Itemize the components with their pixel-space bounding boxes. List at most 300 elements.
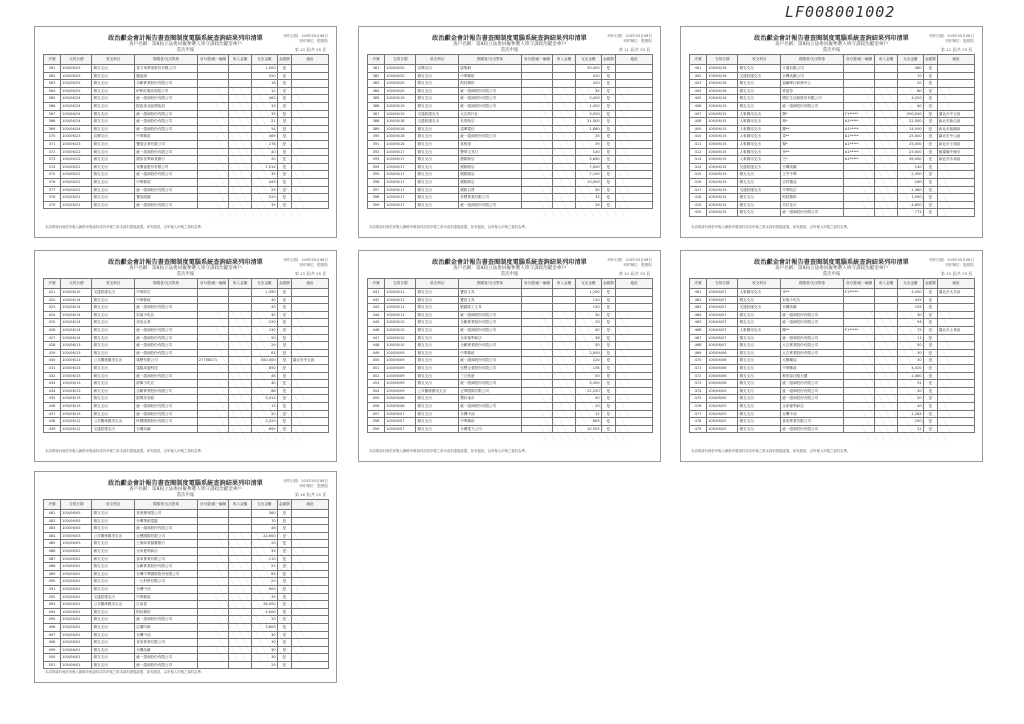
table-cell: 100/06/20 xyxy=(385,65,416,73)
table-cell xyxy=(521,304,552,312)
table-cell: 30 xyxy=(252,646,278,654)
table-cell: 368 xyxy=(44,118,61,126)
table-cell: 100/06/17 xyxy=(385,171,416,179)
table-cell xyxy=(291,661,328,669)
table-cell xyxy=(229,410,252,418)
table-cell xyxy=(197,547,228,555)
table-cell: 420 xyxy=(252,72,278,80)
table-cell: 統一超商股份有限公司 xyxy=(135,334,198,342)
table-cell: 統一超商股份有限公司 xyxy=(135,402,198,410)
table-cell: 29 xyxy=(252,661,278,669)
table-cell: 是 xyxy=(277,639,291,647)
table-cell: 50 xyxy=(252,334,278,342)
column-header: 支出金額 xyxy=(898,279,924,289)
table-cell: 100/06/05 xyxy=(61,517,92,525)
table-cell xyxy=(875,402,898,410)
table-cell: 是 xyxy=(601,334,615,342)
column-header: 序號 xyxy=(368,279,385,289)
table-cell: 統一超商股份有限公司 xyxy=(135,95,198,103)
table-cell xyxy=(553,65,576,73)
table-cell: 統一超商股份有限公司 xyxy=(781,311,844,319)
table-cell xyxy=(843,178,874,186)
table-cell: 100/06/01 xyxy=(61,639,92,647)
table-cell xyxy=(937,87,974,95)
table-row xyxy=(44,585,329,593)
print-info: 列印日期：103年05月08日 列印單位：監察院 xyxy=(283,258,328,267)
table-cell: 雜支支出 xyxy=(92,364,135,372)
table-cell: 是 xyxy=(601,65,615,73)
table-row xyxy=(368,311,653,319)
table-cell: 是 xyxy=(923,148,937,156)
table-cell: 100/06/11 xyxy=(385,289,416,297)
table-cell xyxy=(615,102,652,110)
table-cell: 是 xyxy=(601,95,615,103)
table-cell: 是 xyxy=(277,372,291,380)
report-subtitle: 查戶名稱：第8屆立法委員擬參選人周守訓政治獻金專戶 xyxy=(452,266,567,271)
table-cell: 100/06/13 xyxy=(61,349,92,357)
table-cell: 250 xyxy=(898,418,924,426)
table-cell: 490 xyxy=(44,578,61,586)
table-row xyxy=(690,418,975,426)
table-cell: 雜支支出 xyxy=(416,357,459,365)
table-cell xyxy=(553,349,576,357)
table-cell: 是 xyxy=(601,410,615,418)
table-cell: 100/06/14 xyxy=(61,296,92,304)
table-cell: 是 xyxy=(277,631,291,639)
table-cell: 雜支支出 xyxy=(92,194,135,202)
table-cell xyxy=(229,289,252,297)
print-info: 列印日期：103年05月08日 列印單位：監察院 xyxy=(607,258,652,267)
table-cell: 75 xyxy=(898,326,924,334)
table-cell xyxy=(937,395,974,403)
table-cell: 100/06/18 xyxy=(385,133,416,141)
table-row xyxy=(44,654,329,662)
table-cell: 楊* xyxy=(781,140,844,148)
table-row xyxy=(44,118,329,126)
table-cell: 雜支支出 xyxy=(92,110,135,118)
table-row xyxy=(44,95,329,103)
table-cell xyxy=(615,418,652,426)
table-row xyxy=(690,372,975,380)
table-cell: 100/06/15 xyxy=(707,171,738,179)
table-cell xyxy=(291,148,328,156)
table-cell: 466 xyxy=(690,326,707,334)
table-cell: 278 xyxy=(252,140,278,148)
table-cell: 是 xyxy=(277,623,291,631)
table-cell: 426 xyxy=(44,326,61,334)
table-cell xyxy=(937,425,974,433)
table-cell xyxy=(197,661,228,669)
column-header: 捐贈者/支出對象 xyxy=(135,279,198,289)
table-cell xyxy=(553,372,576,380)
table-cell: 財政部北區國稅局 xyxy=(135,102,198,110)
table-cell: 雜支支出 xyxy=(416,372,459,380)
table-cell: 是 xyxy=(277,186,291,194)
table-cell xyxy=(229,402,252,410)
table-cell: 30 xyxy=(898,349,924,357)
table-cell xyxy=(197,178,228,186)
table-cell: 節錦紙工文具 xyxy=(459,304,522,312)
table-cell: 雜支支出 xyxy=(92,311,135,319)
table-cell: 統一超商股份有限公司 xyxy=(781,102,844,110)
table-cell: 100/06/09 xyxy=(385,364,416,372)
table-row xyxy=(690,289,975,297)
table-cell xyxy=(843,425,874,433)
table-cell: 448 xyxy=(368,342,385,350)
table-cell: 2,460 xyxy=(898,372,924,380)
table-cell: 雜支支出 xyxy=(738,349,781,357)
table-cell: 100/06/24 xyxy=(61,95,92,103)
table-cell: 公共關係費用支出 xyxy=(92,357,135,365)
table-cell: 是 xyxy=(277,547,291,555)
table-cell xyxy=(229,654,252,662)
table-cell: 20 xyxy=(576,402,602,410)
table-cell xyxy=(291,65,328,73)
table-cell: 雜支支出 xyxy=(92,102,135,110)
table-row xyxy=(690,148,975,156)
table-cell: 39 xyxy=(576,140,602,148)
column-header: 交易日期 xyxy=(61,500,92,510)
column-header: 身分證/統一編號 xyxy=(197,500,228,510)
table-cell xyxy=(553,334,576,342)
table-cell: 是 xyxy=(601,402,615,410)
page-number: 第 10 頁/共 25 頁 xyxy=(295,47,326,52)
table-cell: 中華郵政 xyxy=(459,418,522,426)
table-cell: 411 xyxy=(690,140,707,148)
table-cell xyxy=(875,304,898,312)
table-cell: 雜支支出 xyxy=(92,178,135,186)
table-cell: 是 xyxy=(923,65,937,73)
table-cell xyxy=(615,326,652,334)
table-cell: 378 xyxy=(44,194,61,202)
table-cell: 40 xyxy=(898,102,924,110)
table-cell xyxy=(553,357,576,365)
page-number: 第 16 頁/共 25 頁 xyxy=(295,492,326,497)
table-row xyxy=(368,72,653,80)
column-header: 金錢類 xyxy=(923,55,937,65)
table-cell xyxy=(229,547,252,555)
table-cell xyxy=(229,425,252,433)
table-cell: 473 xyxy=(690,380,707,388)
table-cell: 4,000 xyxy=(252,608,278,616)
table-cell xyxy=(937,80,974,88)
column-header: 地址 xyxy=(937,279,974,289)
table-cell xyxy=(291,578,328,586)
table-cell: 135 xyxy=(576,364,602,372)
table-cell: 100/06/16 xyxy=(707,72,738,80)
table-cell: 10,000 xyxy=(576,178,602,186)
table-cell xyxy=(875,171,898,179)
table-cell: 450,000 xyxy=(252,357,278,365)
table-cell: 是 xyxy=(923,334,937,342)
table-cell: 是 xyxy=(923,395,937,403)
table-cell: 全聯實業股份有限公司 xyxy=(135,563,198,571)
table-cell xyxy=(229,296,252,304)
table-cell: 48 xyxy=(252,525,278,533)
table-row xyxy=(368,395,653,403)
table-cell: 430 xyxy=(44,357,61,365)
table-cell xyxy=(615,163,652,171)
table-cell: 雜支支出 xyxy=(416,95,459,103)
table-cell: 28,000 xyxy=(252,601,278,609)
table-row xyxy=(690,380,975,388)
table-cell: 人事費用支出 xyxy=(738,118,781,126)
table-cell: 22,250 xyxy=(576,387,602,395)
table-cell xyxy=(521,296,552,304)
report-sheet xyxy=(34,471,337,683)
table-cell: 388 xyxy=(368,118,385,126)
table-row xyxy=(44,639,329,647)
table-cell: 是 xyxy=(923,402,937,410)
table-cell: 雜支支出 xyxy=(738,102,781,110)
table-row xyxy=(690,342,975,350)
table-cell: 雜支支出 xyxy=(416,156,459,164)
table-cell xyxy=(553,163,576,171)
table-cell: 417 xyxy=(690,186,707,194)
table-row xyxy=(44,510,329,518)
table-cell: 100/06/11 xyxy=(385,296,416,304)
table-row xyxy=(368,296,653,304)
column-header: 支出金額 xyxy=(576,279,602,289)
table-cell: 統一超商股份有限公司 xyxy=(459,326,522,334)
table-header-row xyxy=(368,279,653,289)
table-cell: 100/06/06 xyxy=(707,380,738,388)
table-cell: 雜支支出 xyxy=(738,95,781,103)
table-cell: 雜支支出 xyxy=(416,296,459,304)
table-row xyxy=(690,410,975,418)
table-cell: 474 xyxy=(690,387,707,395)
table-cell: 是 xyxy=(923,289,937,297)
table-cell: 452 xyxy=(368,372,385,380)
table-cell: 2,300 xyxy=(898,171,924,179)
table-row xyxy=(690,387,975,395)
table-row xyxy=(368,425,653,433)
print-info: 列印日期：103年05月08日 列印單位：監察院 xyxy=(929,258,974,267)
table-cell xyxy=(843,372,874,380)
table-cell xyxy=(615,95,652,103)
table-cell: 台灣華碩電腦 xyxy=(135,517,198,525)
table-cell: 雜支支出 xyxy=(92,555,135,563)
table-cell: 100/06/09 xyxy=(385,357,416,365)
table-cell: 100/06/19 xyxy=(385,102,416,110)
table-cell: 全聯實業股份有限公司 xyxy=(135,387,198,395)
transaction-table xyxy=(689,278,975,433)
table-cell xyxy=(291,547,328,555)
table-cell xyxy=(197,304,228,312)
table-cell: 統一超商股份有限公司 xyxy=(459,95,522,103)
table-cell xyxy=(937,387,974,395)
table-cell: 392 xyxy=(368,148,385,156)
table-cell: 100/06/15 xyxy=(707,194,738,202)
table-cell: 中華航空 xyxy=(135,289,198,297)
table-cell: 是 xyxy=(277,334,291,342)
table-row xyxy=(44,194,329,202)
report-title: 政治獻金會計報告書查閱制度電腦系統查詢結果列印清單 xyxy=(432,35,587,42)
table-row xyxy=(368,289,653,297)
table-cell: 100/06/17 xyxy=(385,148,416,156)
table-cell xyxy=(197,525,228,533)
column-header: 收支科目 xyxy=(416,279,459,289)
table-cell: 363 xyxy=(44,80,61,88)
table-cell: 統一超商股份有限公司 xyxy=(135,372,198,380)
table-cell xyxy=(521,380,552,388)
table-cell: 是 xyxy=(601,289,615,297)
table-cell xyxy=(843,334,874,342)
table-cell: 是 xyxy=(923,380,937,388)
table-cell xyxy=(229,593,252,601)
table-cell: 110 xyxy=(252,555,278,563)
table-cell: 陳** xyxy=(781,125,844,133)
column-header: 收入金額 xyxy=(875,279,898,289)
table-cell: 全聯實業股份有限公司 xyxy=(135,80,198,88)
table-cell: 彩晟小吃店 xyxy=(135,311,198,319)
table-cell xyxy=(229,110,252,118)
table-row xyxy=(690,334,975,342)
table-cell: 大吉旅行社 xyxy=(459,110,522,118)
table-cell xyxy=(521,171,552,179)
table-cell xyxy=(197,326,228,334)
table-cell: 403 xyxy=(690,80,707,88)
report-group: 當次申報 xyxy=(822,272,841,277)
table-cell: 是 xyxy=(601,118,615,126)
table-cell: 雜支支出 xyxy=(416,80,459,88)
table-cell: 438 xyxy=(44,418,61,426)
table-cell xyxy=(615,125,652,133)
table-cell: 是 xyxy=(601,418,615,426)
table-cell xyxy=(615,110,652,118)
column-header: 金錢類 xyxy=(277,279,291,289)
table-cell xyxy=(291,593,328,601)
table-cell: 423 xyxy=(44,304,61,312)
table-row xyxy=(44,547,329,555)
table-cell: 22,500 xyxy=(898,118,924,126)
table-cell xyxy=(229,631,252,639)
table-cell xyxy=(197,555,228,563)
table-row xyxy=(44,425,329,433)
table-cell xyxy=(937,418,974,426)
table-cell xyxy=(553,95,576,103)
table-cell: 100/06/02 xyxy=(61,555,92,563)
column-header: 序號 xyxy=(44,55,61,65)
table-cell xyxy=(843,87,874,95)
table-cell: 雜支支出 xyxy=(416,87,459,95)
table-cell: 100/06/24 xyxy=(61,125,92,133)
table-header-row xyxy=(690,279,975,289)
table-cell: 雜支支出 xyxy=(92,578,135,586)
report-sheet xyxy=(680,26,983,238)
table-cell: 370 xyxy=(44,133,61,141)
column-header: 金錢類 xyxy=(601,279,615,289)
table-row xyxy=(44,125,329,133)
table-row xyxy=(690,140,975,148)
table-cell: 是 xyxy=(601,178,615,186)
table-cell: 1,950 xyxy=(898,194,924,202)
table-cell: 是 xyxy=(277,156,291,164)
table-cell: 寶島文具 xyxy=(459,289,522,297)
table-cell xyxy=(229,140,252,148)
table-cell xyxy=(843,387,874,395)
table-cell: 100/06/03 xyxy=(61,532,92,540)
table-cell xyxy=(229,578,252,586)
table-cell: 是 xyxy=(923,110,937,118)
transaction-table xyxy=(689,54,975,217)
table-cell: 統一超商股份有限公司 xyxy=(459,402,522,410)
table-cell: 雜支支出 xyxy=(92,342,135,350)
table-cell: 488 xyxy=(44,563,61,571)
table-cell xyxy=(291,517,328,525)
table-cell: 統一超商股份有限公司 xyxy=(135,148,198,156)
table-cell xyxy=(291,110,328,118)
table-cell: 雜支支出 xyxy=(92,349,135,357)
table-cell: 20 xyxy=(898,80,924,88)
table-cell: 100/06/13 xyxy=(61,342,92,350)
table-cell xyxy=(553,125,576,133)
table-cell: 公共關係費用支出 xyxy=(92,418,135,426)
table-cell: 483 xyxy=(44,525,61,533)
table-cell xyxy=(521,125,552,133)
table-cell: 是 xyxy=(277,380,291,388)
table-cell: 統一超商股份有限公司 xyxy=(135,342,198,350)
table-cell: 94 xyxy=(898,319,924,327)
table-cell: 喜相逢 xyxy=(459,140,522,148)
table-row xyxy=(368,95,653,103)
table-cell xyxy=(229,304,252,312)
table-cell: 雜支支出 xyxy=(738,372,781,380)
table-cell: 雜支支出 xyxy=(92,525,135,533)
report-sheet xyxy=(358,26,661,238)
report-group: 當次申報 xyxy=(500,48,519,53)
table-cell: 雜支支出 xyxy=(738,418,781,426)
table-row xyxy=(44,563,329,571)
table-row xyxy=(44,163,329,171)
table-cell: 100/06/22 xyxy=(61,148,92,156)
table-cell: 是 xyxy=(277,171,291,179)
table-cell: 140 xyxy=(898,163,924,171)
table-cell: 雜支支出 xyxy=(416,311,459,319)
table-cell: 雜支支出 xyxy=(92,639,135,647)
table-cell: 李** xyxy=(781,148,844,156)
table-cell: 交通旅運支出 xyxy=(738,72,781,80)
table-cell: 373 xyxy=(44,156,61,164)
table-cell xyxy=(291,646,328,654)
table-cell: 450 xyxy=(368,357,385,365)
table-cell xyxy=(291,80,328,88)
table-cell: 100/06/22 xyxy=(61,156,92,164)
table-cell xyxy=(521,186,552,194)
table-cell: 是 xyxy=(277,532,291,540)
table-cell xyxy=(615,133,652,141)
table-cell xyxy=(229,72,252,80)
table-row xyxy=(368,364,653,372)
table-cell: 100/06/07 xyxy=(707,334,738,342)
table-cell xyxy=(291,72,328,80)
table-cell xyxy=(553,110,576,118)
table-cell xyxy=(197,623,228,631)
table-cell: 統一超商股份有限公司 xyxy=(459,380,522,388)
table-cell: 是 xyxy=(277,608,291,616)
table-cell: 是 xyxy=(277,296,291,304)
table-cell: 國際飯店 xyxy=(459,178,522,186)
table-row xyxy=(44,418,329,426)
table-cell xyxy=(291,194,328,202)
table-cell xyxy=(615,364,652,372)
table-cell xyxy=(937,209,974,217)
table-cell: 是 xyxy=(601,194,615,202)
table-cell: 是 xyxy=(601,380,615,388)
table-cell: 昇豐實業有限公司 xyxy=(459,194,522,202)
table-cell xyxy=(521,65,552,73)
table-cell: 372 xyxy=(44,148,61,156)
